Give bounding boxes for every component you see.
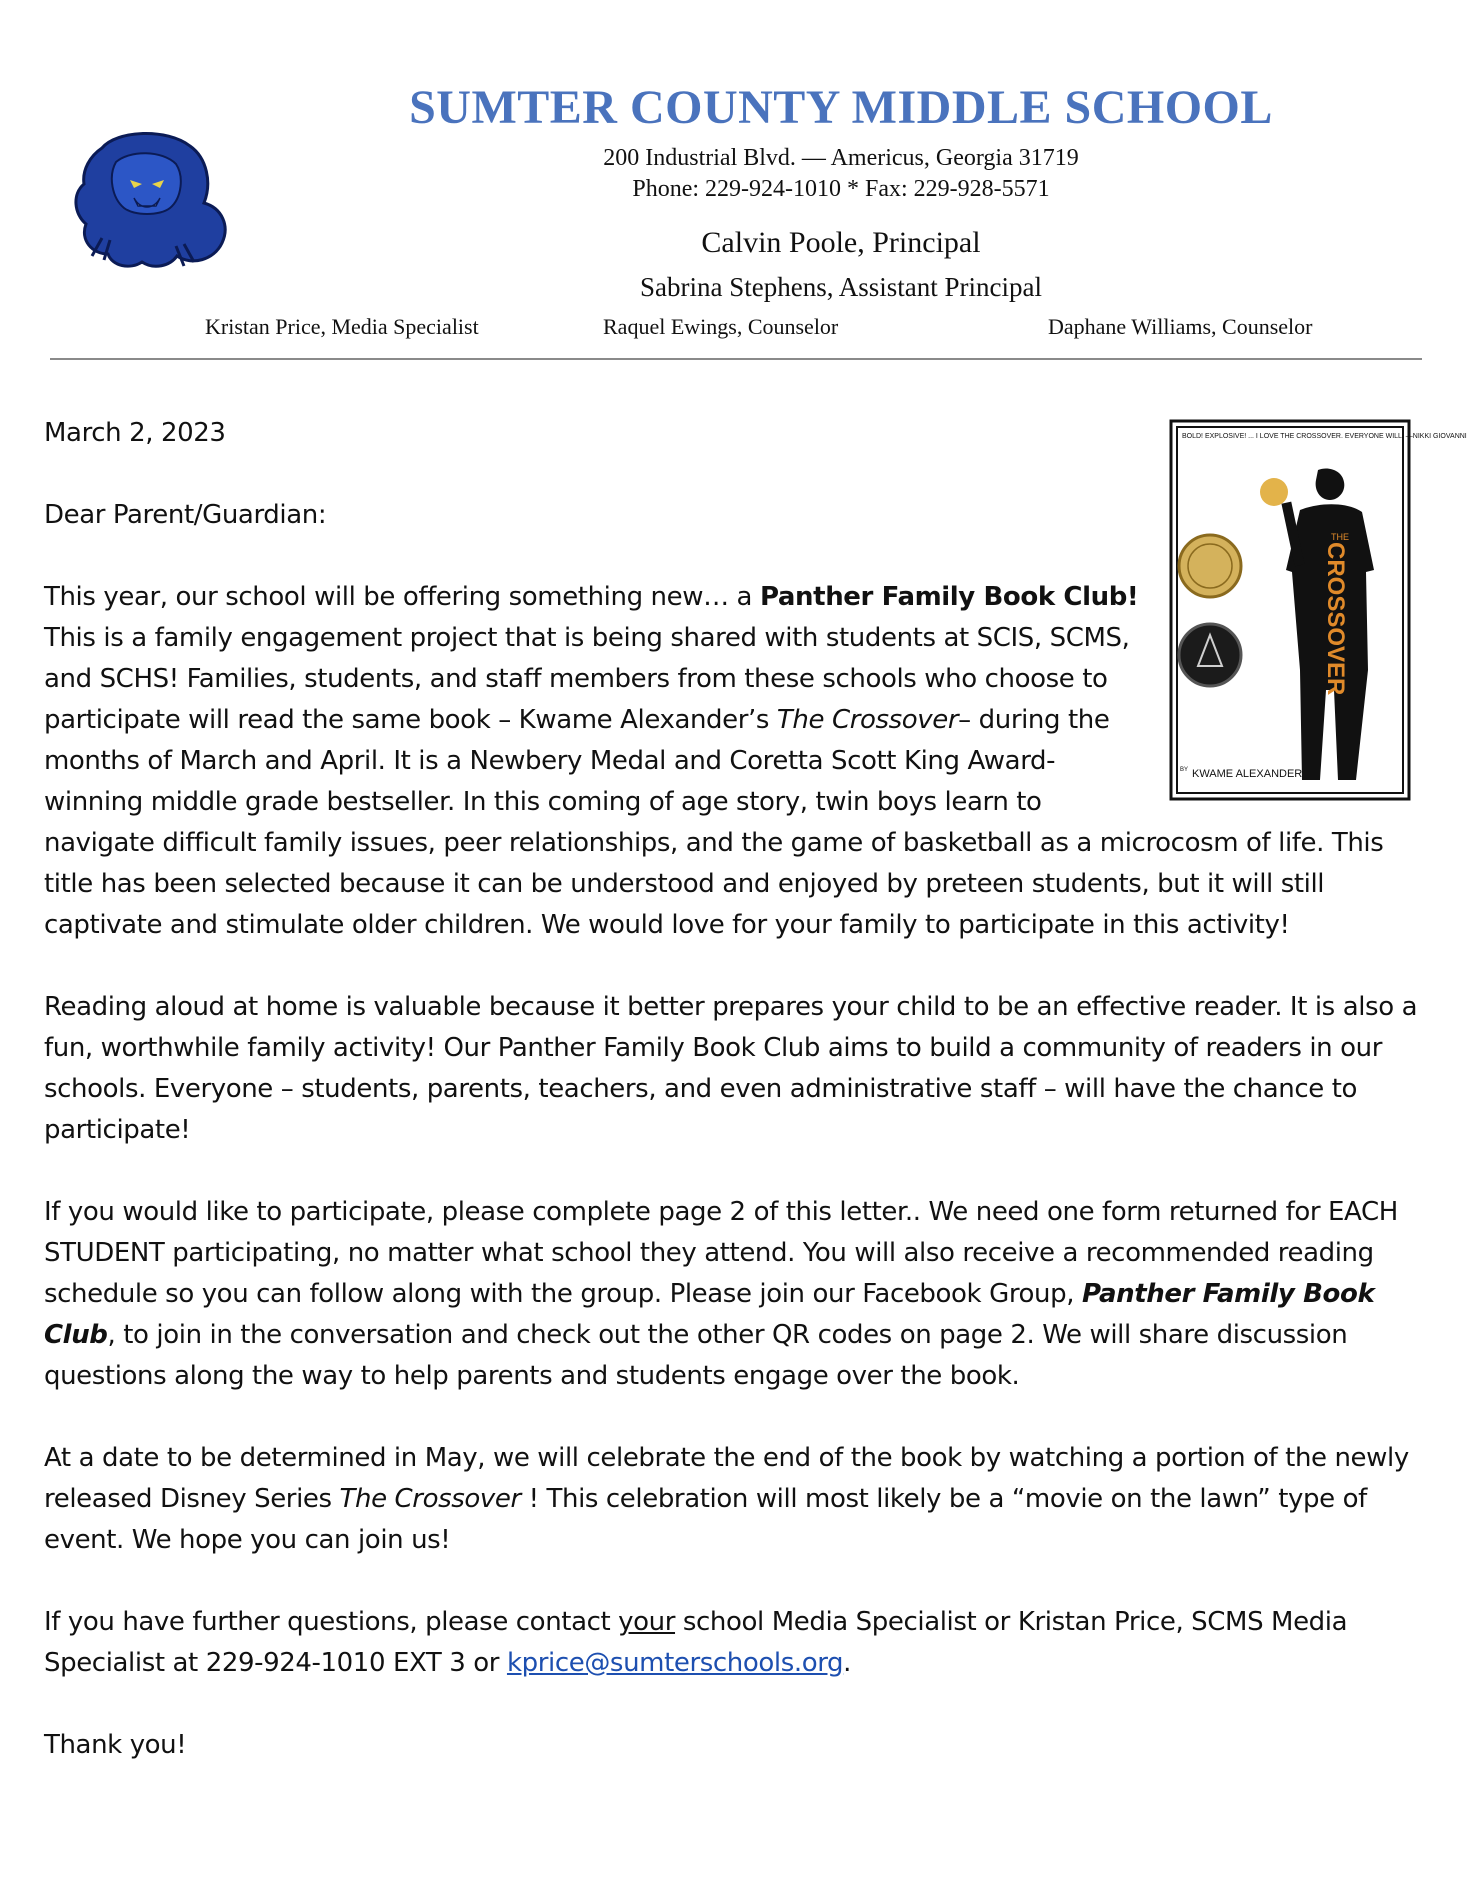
paragraph-reading-aloud: Reading aloud at home is valuable because it better prepares your child to be an effective reader. It is also a fun, worthwhile family activity! Our Panther Family Book Club aims to build a community of readers in our schools. Everyone – students, parents, teachers, and even administrative staff – will have the chance to participate!	[44, 992, 1418, 1145]
letterhead	[0, 0, 1467, 365]
your-underlined: your	[618, 1607, 676, 1637]
paragraph-participation: If you would like to participate, please complete page 2 of this letter.. We need one form returned for EACH STUDENT participating, no matter what school they attend. You will also receive a recommended reading schedule so you can follow along with the group. Please join our Facebook Group, Panther Family Book Club, to join in the conversation and check out the other QR codes on page 2. We will share discussion questions along the way to help parents and students engage over the book.	[44, 1197, 1398, 1391]
facebook-group-name: Panther Family Book Club	[44, 1279, 1375, 1350]
letter-closing: Thank you!	[44, 1730, 187, 1760]
staff-counselor-2: Daphane Williams, Counselor	[1048, 314, 1313, 339]
letter-date: March 2, 2023	[44, 418, 226, 448]
letter-body	[44, 413, 1434, 1807]
letter-salutation: Dear Parent/Guardian:	[44, 500, 327, 530]
paragraph-intro: This year, our school will be offering something new… a Panther Family Book Club! This is a family engagement project that is being shared with students at SCIS, SCMS, and SCHS! Families, students, and staff members from these schools who choose to participate will read the same book – Kwame Alexander’s The Crossover– during the months of March and April. It is a Newbery Medal and Coretta Scott King Award-winning middle grade bestseller. In this coming of age story, twin boys learn to navigate difficult family issues, peer relationships, and the game of basketball as a microcosm of life. This title has been selected because it can be understood and enjoyed by preteen students, but it will still captivate and stimulate older children. We would love for your family to participate in this activity!	[44, 577, 1434, 946]
principal-name: Calvin Poole, Principal	[701, 226, 981, 259]
staff-media-specialist: Kristan Price, Media Specialist	[205, 314, 479, 339]
school-phone-fax: Phone: 229-924-1010 * Fax: 229-928-5571	[632, 176, 1050, 202]
header-divider	[50, 358, 1422, 360]
cover-quote: BOLD! EXPLOSIVE! ... I LOVE THE CROSSOVER. EVERYONE WILL. —NIKKI GIOVANNI	[1182, 433, 1467, 440]
paragraph-celebration: At a date to be determined in May, we will celebrate the end of the book by watching a portion of the newly released Disney Series The Crossover ! This celebration will most likely be a “movie on the lawn” type of event. We hope you can join us!	[44, 1443, 1409, 1555]
cover-title: CROSSOVER	[1322, 542, 1349, 696]
series-title-italic: The Crossover	[339, 1484, 521, 1514]
paragraph-contact: If you have further questions, please contact your school Media Specialist or Kristan Price, SCMS Media Specialist at 229-924-1010 EXT 3 or kprice@sumterschools.org.	[44, 1607, 1348, 1678]
contact-email-link[interactable]: kprice@sumterschools.org	[506, 1648, 844, 1678]
cover-wrap-spacer	[1142, 577, 1434, 804]
assistant-principal-name: Sabrina Stephens, Assistant Principal	[640, 272, 1042, 302]
club-name-bold: Panther Family Book Club!	[759, 582, 1139, 612]
school-name: SUMTER COUNTY MIDDLE SCHOOL	[409, 81, 1273, 134]
book-title-italic: The Crossover	[776, 705, 959, 735]
cover-author: KWAME ALEXANDER	[1192, 768, 1303, 780]
cover-author-prefix: BY	[1180, 767, 1189, 773]
staff-counselor-1: Raquel Ewings, Counselor	[603, 314, 839, 339]
school-address: 200 Industrial Blvd. — Americus, Georgia 31719	[603, 145, 1079, 171]
cover-the: THE	[1331, 532, 1349, 542]
